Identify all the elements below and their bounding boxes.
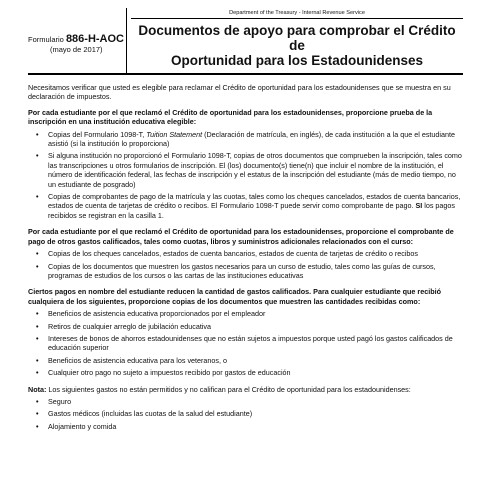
bullet-icon: • — [36, 368, 39, 378]
agency-name: Department of the Treasury - Internal Revenue Service — [131, 8, 463, 19]
title-line-2: Oportunidad para los Estadounidenses — [170, 53, 424, 68]
list-item: • Copias de comprobantes de pago de la matrícula y las cuotas, tales como los cheques cancelados, estados de cuenta bancarios, estados de cuenta de tarjetas de crédito o recibos. El Formulario 1098-T puede servir como comprobante de pago. SI los pagos recibidos se registran en la casilla 1. — [36, 192, 461, 220]
section1-list — [28, 130, 463, 221]
title-line-1: Documentos de apoyo para comprobar el Crédito de — [138, 23, 456, 53]
bullet-icon: • — [36, 129, 39, 139]
section1-heading: Por cada estudiante por el que reclamó el Crédito de oportunidad para los estadounidenses, proporcione prueba de la inscripción en una institución educativa elegible: — [28, 107, 433, 127]
bullet-icon: • — [36, 421, 39, 431]
note-list — [28, 397, 463, 431]
list-item: • Intereses de bonos de ahorros estadounidenses que no están sujetos a impuestos porque usted pagó los gastos calificados de educación superior — [36, 333, 453, 353]
list-item: • Beneficios de asistencia educativa proporcionados por el empleador — [36, 309, 266, 319]
list-item: • Copias del Formulario 1098-T, Tuition Statement (Declaración de matrícula, en inglés), de cada institución a la que el estudiante asistió (si la institución lo proporciona) — [36, 129, 456, 149]
form-number: 886-H-AOC — [65, 33, 125, 45]
bullet-icon: • — [36, 396, 39, 406]
bullet-icon: • — [36, 192, 39, 202]
list-item: • Gastos médicos (incluidas las cuotas de la salud del estudiante) — [36, 409, 253, 419]
form-prefix: Formulario — [28, 35, 64, 44]
intro-paragraph: Necesitamos verificar que usted es elegible para reclamar el Crédito de oportunidad para los estadounidenses que se muestra en su declaración de impuestos. — [28, 83, 451, 102]
list-item: • Beneficios de asistencia educativa para los veteranos, o — [36, 355, 227, 365]
note-label: Nota: — [28, 384, 47, 394]
list-item: • Copias de los cheques cancelados, estados de cuenta bancarios, estados de cuenta de tarjetas de crédito o recibos — [36, 249, 418, 259]
list-item: • Retiros de cualquier arreglo de jubilación educativa — [36, 321, 212, 331]
bullet-icon: • — [36, 333, 39, 343]
bullet-icon: • — [36, 409, 39, 419]
form-body — [28, 83, 463, 431]
section3-list — [28, 309, 463, 377]
list-item: • Cualquier otro pago no sujeto a impuestos recibido por gastos de educación — [36, 368, 291, 378]
form-title — [131, 23, 463, 68]
note-text: Los siguientes gastos no están permitidos y no califican para el Crédito de oportunidad para los estadounidenses: — [46, 384, 411, 394]
form-identifier — [28, 8, 127, 73]
bullet-icon: • — [36, 309, 39, 319]
bullet-icon: • — [36, 249, 39, 259]
section2-heading: Por cada estudiante por el que reclamó el Crédito de oportunidad para los estadounidenses, proporcione el comprobante de pago de otros gastos calificados, tales como cuotas, libros y suministros adicionales relacionados con el curso: — [28, 227, 454, 246]
bullet-icon: • — [36, 151, 39, 161]
list-item: • Copias de los documentos que muestren los gastos necesarios para un curso de estudio, tales como las guías de cursos, programas de estudios de los cursos o las cartas de las instituciones educativas — [36, 261, 436, 280]
list-item: • Alojamiento y comida — [36, 421, 117, 431]
bullet-icon: • — [36, 321, 39, 331]
note-paragraph — [28, 385, 463, 394]
section3-heading: Ciertos pagos en nombre del estudiante reducen la cantidad de gastos calificados. Para cualquier estudiante que recibió cualquiera de los siguientes, proporcione copias de los documentos que muestren las cantidades recibidas como: — [28, 287, 441, 306]
list-item: • Si alguna institución no proporcionó el Formulario 1098-T, copias de otros documentos que comprueben la inscripción, tales como las transcripciones u otros formularios de inscripción. El (los) documento(s) tiene(n) que incluir el nombre de la institución, el número de identificación federal, las fechas de inscripción y el estatus de la inscripción del estudiante (más de medio tiempo, no un estudiante de posgrado) — [36, 151, 462, 189]
form-date: (mayo de 2017) — [50, 45, 103, 54]
section2-list — [28, 249, 463, 280]
title-block — [127, 8, 463, 73]
form-header — [28, 8, 463, 75]
list-item: • Seguro — [36, 396, 72, 406]
bullet-icon: • — [36, 261, 39, 271]
bullet-icon: • — [36, 355, 39, 365]
